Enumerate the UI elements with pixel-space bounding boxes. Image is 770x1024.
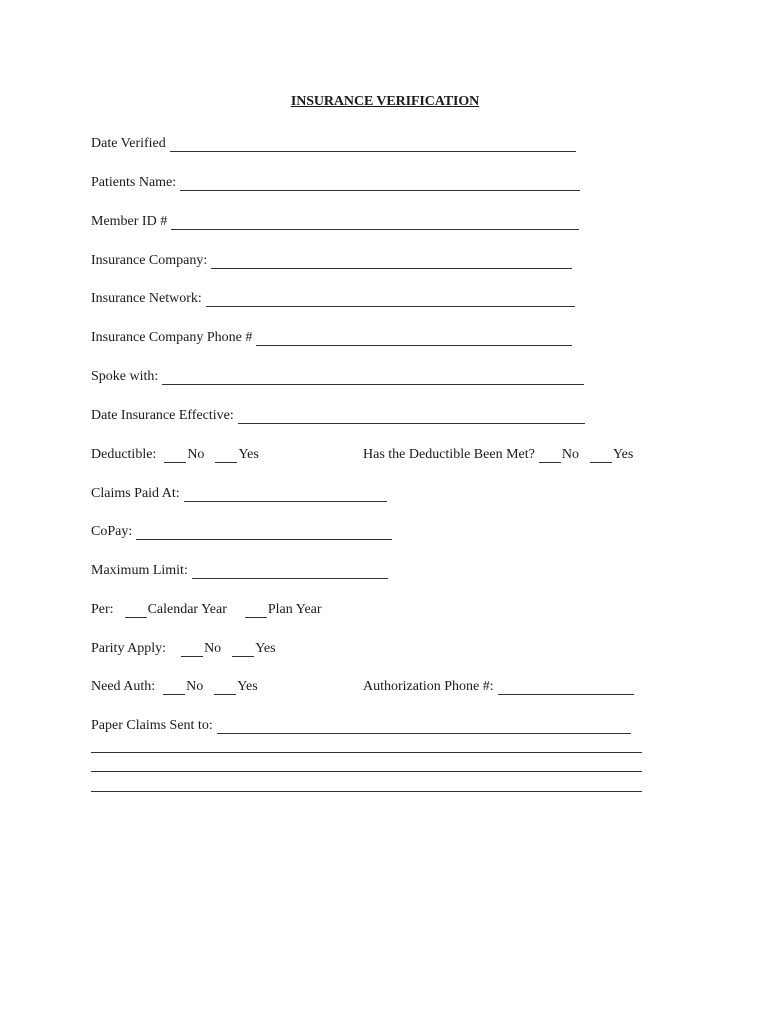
per-plan-year-option[interactable]	[245, 602, 322, 618]
member-id-field[interactable]	[171, 215, 579, 230]
claims-paid-at-field[interactable]	[184, 487, 387, 502]
copay-field[interactable]	[136, 525, 392, 540]
paper-claims-address-line-2[interactable]	[91, 752, 642, 753]
patients-name-row	[91, 171, 580, 191]
per-calendar-year-option[interactable]	[125, 602, 227, 618]
parity-apply-yes-blank[interactable]	[232, 642, 254, 657]
deductible-met-no-blank[interactable]	[539, 448, 561, 463]
authorization-phone-field[interactable]	[498, 680, 634, 695]
parity-apply-yes-label: Yes	[255, 641, 276, 656]
need-auth-yes-blank[interactable]	[214, 680, 236, 695]
deductible-no-label: No	[187, 447, 205, 462]
deductible-met-no-label: No	[561, 447, 579, 462]
member-id-row	[91, 210, 579, 230]
need-auth-no-blank[interactable]	[163, 680, 185, 695]
deductible-no-option[interactable]	[164, 447, 204, 463]
per-plan-year-label: Plan Year	[267, 602, 322, 617]
patients-name-field[interactable]	[180, 176, 580, 191]
paper-claims-sent-to-row	[91, 714, 631, 734]
parity-apply-no-option[interactable]	[181, 641, 221, 657]
deductible-yes-option[interactable]	[215, 447, 258, 463]
claims-paid-at-label: Claims Paid At:	[91, 486, 180, 501]
deductible-label: Deductible:	[91, 447, 157, 462]
date-verified-row	[91, 132, 576, 152]
maximum-limit-row	[91, 559, 388, 579]
date-insurance-effective-field[interactable]	[238, 409, 585, 424]
spoke-with-label: Spoke with:	[91, 369, 159, 384]
insurance-company-label: Insurance Company:	[91, 253, 208, 268]
insurance-network-row	[91, 287, 575, 307]
insurance-network-field[interactable]	[206, 292, 575, 307]
copay-row	[91, 520, 392, 540]
need-auth-yes-label: Yes	[237, 679, 258, 694]
deductible-row	[91, 443, 259, 463]
deductible-yes-label: Yes	[238, 447, 259, 462]
need-auth-no-label: No	[186, 679, 204, 694]
deductible-no-blank[interactable]	[164, 448, 186, 463]
insurance-network-label: Insurance Network:	[91, 291, 202, 306]
parity-apply-yes-option[interactable]	[232, 641, 275, 657]
spoke-with-field[interactable]	[162, 370, 584, 385]
per-row	[91, 598, 322, 618]
per-label: Per:	[91, 602, 114, 617]
patients-name-label: Patients Name:	[91, 175, 177, 190]
deductible-met-no-option[interactable]	[539, 447, 579, 463]
insurance-company-field[interactable]	[211, 254, 572, 269]
maximum-limit-label: Maximum Limit:	[91, 563, 188, 578]
paper-claims-address-line-3[interactable]	[91, 771, 642, 772]
spoke-with-row	[91, 365, 584, 385]
insurance-company-phone-row	[91, 326, 572, 346]
paper-claims-sent-to-label: Paper Claims Sent to:	[91, 718, 213, 733]
paper-claims-address-line-4[interactable]	[91, 791, 642, 792]
member-id-label: Member ID #	[91, 214, 168, 229]
deductible-met-yes-label: Yes	[612, 447, 634, 462]
date-verified-field[interactable]	[170, 137, 576, 152]
deductible-met-yes-blank[interactable]	[590, 448, 612, 463]
need-auth-no-option[interactable]	[163, 679, 203, 695]
authorization-phone-row	[363, 675, 634, 695]
insurance-company-row	[91, 249, 572, 269]
need-auth-row	[91, 675, 258, 695]
parity-apply-no-label: No	[204, 641, 222, 656]
paper-claims-sent-to-field[interactable]	[217, 719, 631, 734]
per-calendar-year-blank[interactable]	[125, 603, 147, 618]
claims-paid-at-row	[91, 482, 387, 502]
date-insurance-effective-row	[91, 404, 585, 424]
deductible-met-label: Has the Deductible Been Met?	[363, 447, 535, 462]
parity-apply-no-blank[interactable]	[181, 642, 203, 657]
parity-apply-row	[91, 637, 276, 657]
copay-label: CoPay:	[91, 524, 133, 539]
date-insurance-effective-label: Date Insurance Effective:	[91, 408, 234, 423]
per-calendar-year-label: Calendar Year	[147, 602, 227, 617]
insurance-company-phone-field[interactable]	[256, 331, 572, 346]
need-auth-label: Need Auth:	[91, 679, 156, 694]
deductible-met-row	[363, 443, 633, 463]
parity-apply-label: Parity Apply:	[91, 641, 167, 656]
authorization-phone-label: Authorization Phone #:	[363, 679, 494, 694]
maximum-limit-field[interactable]	[192, 564, 388, 579]
deductible-met-yes-option[interactable]	[590, 447, 633, 463]
page-title: INSURANCE VERIFICATION	[290, 94, 480, 109]
date-verified-label: Date Verified	[91, 136, 166, 151]
need-auth-yes-option[interactable]	[214, 679, 257, 695]
insurance-company-phone-label: Insurance Company Phone #	[91, 330, 253, 345]
per-plan-year-blank[interactable]	[245, 603, 267, 618]
deductible-yes-blank[interactable]	[215, 448, 237, 463]
